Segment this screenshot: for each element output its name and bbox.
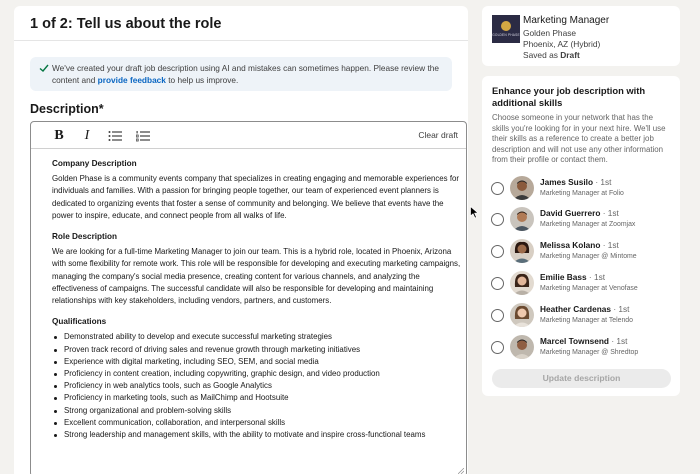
numbered-list-icon xyxy=(136,130,150,142)
description-label: Description* xyxy=(30,102,104,116)
company-name: Golden Phase xyxy=(523,28,577,38)
notice-text-end: to help us improve. xyxy=(165,74,239,85)
page-title: 1 of 2: Tell us about the role xyxy=(30,16,222,32)
save-status-prefix: Saved as xyxy=(523,50,561,60)
list-item[interactable] xyxy=(482,176,680,208)
checkmark-icon xyxy=(38,62,50,74)
person-role: Marketing Manager @ Mintome xyxy=(540,253,637,260)
skills-title: Enhance your job description with additional skills xyxy=(492,85,646,108)
avatar xyxy=(510,176,534,200)
resize-handle-icon[interactable] xyxy=(458,468,464,474)
avatar xyxy=(510,335,534,359)
job-location: Phoenix, AZ (Hybrid) xyxy=(523,39,601,49)
numbered-list-button[interactable] xyxy=(135,128,151,144)
qualifications-heading: Qualifications xyxy=(52,317,107,327)
person-role: Marketing Manager at Folio xyxy=(540,190,624,197)
connection-degree: · 1st xyxy=(600,240,619,250)
radio-button[interactable] xyxy=(491,341,504,354)
list-item: Experience with digital marketing, including SEO, SEM, and social media xyxy=(52,356,464,368)
person-name xyxy=(540,304,629,314)
connection-degree: · 1st xyxy=(600,208,619,218)
list-item: Excellent communication, collaboration, and interpersonal skills xyxy=(52,417,464,429)
editor-content[interactable] xyxy=(52,158,464,441)
person-name xyxy=(540,208,619,218)
editor-toolbar xyxy=(31,122,466,149)
list-item: Proficiency in web analytics tools, such as Google Analytics xyxy=(52,380,464,392)
italic-button[interactable]: I xyxy=(84,128,90,143)
ai-notice-banner xyxy=(30,57,452,91)
company-description-heading: Company Description xyxy=(52,159,137,168)
person-role: Marketing Manager at Zoomjax xyxy=(540,221,636,228)
radio-button[interactable] xyxy=(491,182,504,195)
logo-text: GOLDEN PHASE xyxy=(492,33,520,37)
radio-button[interactable] xyxy=(491,277,504,290)
logo-mark-icon xyxy=(501,21,511,31)
person-name-text: Emilie Bass xyxy=(540,272,587,282)
divider xyxy=(14,40,468,41)
person-name-text: David Guerrero xyxy=(540,208,601,218)
person-name-text: Heather Cardenas xyxy=(540,304,612,314)
person-role: Marketing Manager at Telendo xyxy=(540,317,633,324)
connection-degree: · 1st xyxy=(586,272,606,282)
radio-button[interactable] xyxy=(491,245,504,258)
notice-text-start: We've created your draft job description using AI and mistakes can sometimes happen. Please review the content and xyxy=(52,63,439,85)
list-item: Proven track record of driving sales and revenue growth through marketing initiatives xyxy=(52,344,464,356)
person-name-text: Marcel Townsend xyxy=(540,336,610,346)
person-name xyxy=(540,177,612,187)
ai-notice-text xyxy=(52,63,448,86)
list-item[interactable] xyxy=(482,303,680,335)
clear-draft-button[interactable]: Clear draft xyxy=(418,130,458,140)
skills-description: Choose someone in your network that has the skills you're looking for in your next hire. We'll use their skills as a reference to create a better job description and will not use any other information from their profile or contact them. xyxy=(492,113,666,165)
avatar xyxy=(510,239,534,263)
person-name-text: Melissa Kolano xyxy=(540,240,601,250)
description-editor[interactable] xyxy=(30,121,467,474)
save-status-value: Draft xyxy=(560,50,580,60)
enhance-skills-card xyxy=(482,76,680,396)
provide-feedback-link[interactable]: provide feedback xyxy=(97,74,166,85)
bullet-list-icon xyxy=(108,130,122,142)
list-item[interactable] xyxy=(482,335,680,367)
save-status xyxy=(523,50,580,60)
radio-button[interactable] xyxy=(491,213,504,226)
company-description-text: Golden Phase is a community events company that specializes in creating engaging and memorable experiences for individuals and families. With a passion for bringing people together, our team of experienced event planners is dedicated to organizing events that foster a sense of community and belonging. We believe that events have the power to inspire, educate, and connect people from all walks of life. xyxy=(52,174,460,220)
job-summary-card xyxy=(482,6,680,66)
job-description-card xyxy=(14,6,468,474)
job-title: Marketing Manager xyxy=(523,15,610,26)
person-name-text: James Susilo xyxy=(540,177,594,187)
list-item: Demonstrated ability to develop and execute successful marketing strategies xyxy=(52,331,464,343)
list-item[interactable] xyxy=(482,239,680,271)
person-name xyxy=(540,272,605,282)
update-description-button[interactable]: Update description xyxy=(492,369,671,388)
avatar xyxy=(510,303,534,327)
role-description-text: We are looking for a full-time Marketing Manager to join our team. This is a hybrid role, located in Phoenix, Arizona with some flexibility for remote work. This role will be responsible for developing and executing marketing campaigns, managing the company's social media presence, creating content for various channels, and analyzing the effectiveness of campaigns. The successful candidate will also be responsible for developing and maintaining relationships with key stakeholders, including vendors, partners, and customers. xyxy=(52,247,461,306)
person-role: Marketing Manager at Venofase xyxy=(540,285,638,292)
bold-button[interactable]: B xyxy=(54,128,64,143)
list-item: Proficiency in content creation, including copywriting, graphic design, and video production xyxy=(52,368,464,380)
person-name xyxy=(540,240,619,250)
person-role: Marketing Manager @ Shredtop xyxy=(540,349,639,356)
role-description-heading: Role Description xyxy=(52,232,118,242)
connection-degree: · 1st xyxy=(593,177,612,187)
person-name xyxy=(540,336,627,346)
connection-degree: · 1st xyxy=(609,336,628,346)
connection-degree: · 1st xyxy=(611,304,630,314)
qualifications-list xyxy=(52,331,464,441)
list-item: Strong organizational and problem-solving skills xyxy=(52,405,464,417)
list-item[interactable] xyxy=(482,207,680,239)
mouse-cursor-icon xyxy=(470,206,479,219)
avatar xyxy=(510,207,534,231)
avatar xyxy=(510,271,534,295)
list-item[interactable] xyxy=(482,271,680,303)
list-item: Proficiency in marketing tools, such as MailChimp and Hootsuite xyxy=(52,392,464,404)
bullet-list-button[interactable] xyxy=(107,128,123,144)
company-logo xyxy=(492,15,520,43)
list-item: Strong leadership and management skills, with the ability to motivate and inspire cross-functional teams xyxy=(52,429,464,441)
radio-button[interactable] xyxy=(491,309,504,322)
